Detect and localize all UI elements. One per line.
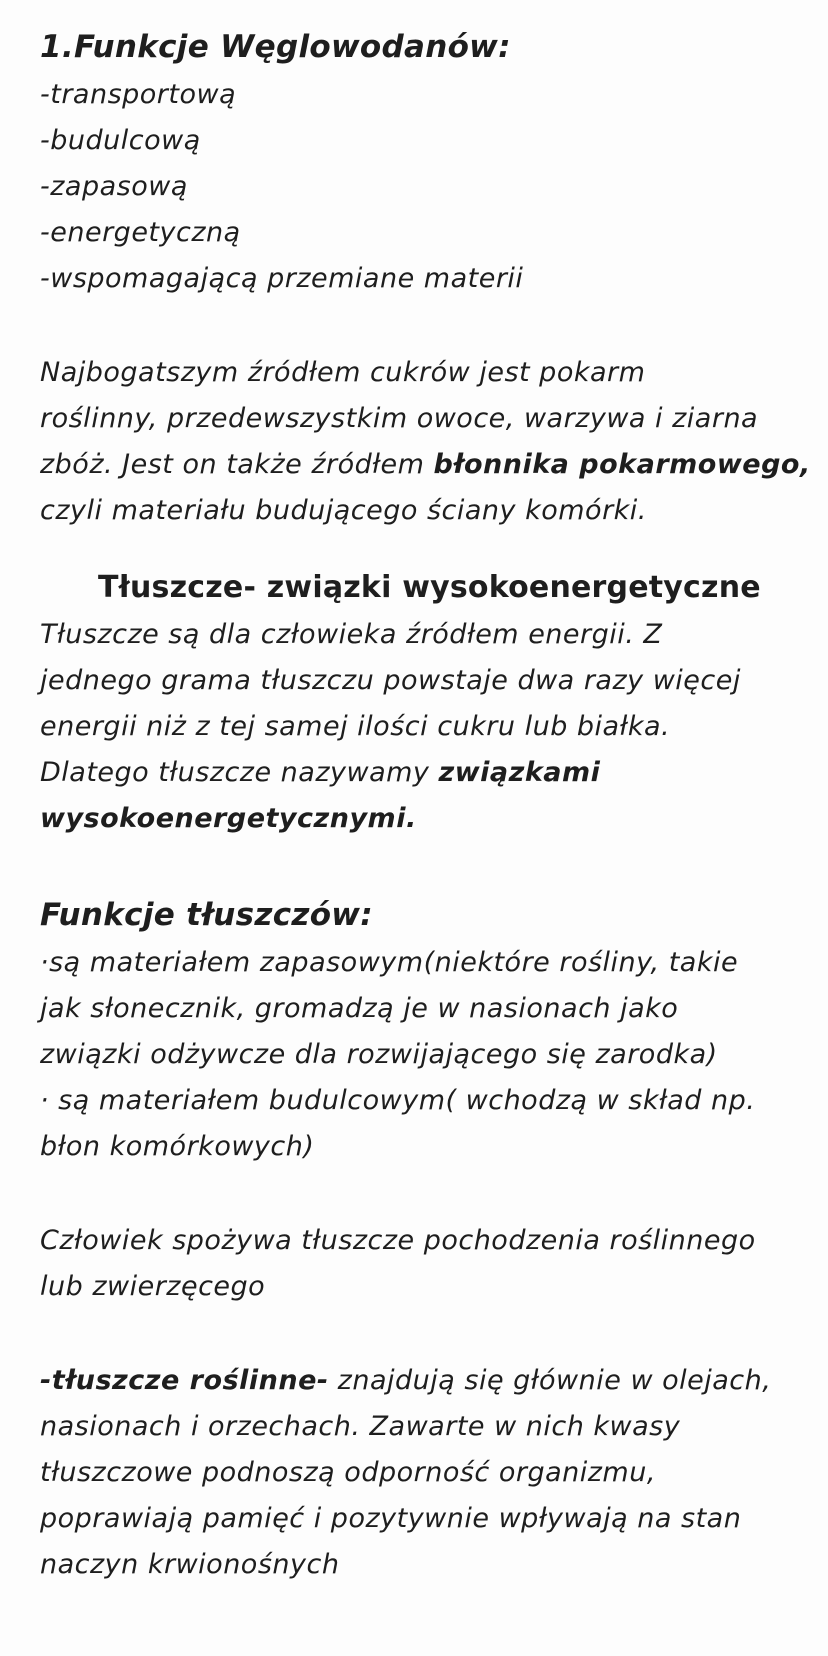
bold-term-fiber: błonnika pokarmowego, bbox=[433, 449, 811, 480]
paragraph-line bbox=[40, 1358, 794, 1404]
paragraph-line: Człowiek spożywa tłuszcze pochodzenia roślinnego bbox=[40, 1225, 756, 1256]
paragraph-line bbox=[40, 442, 811, 488]
fats-function-list bbox=[40, 940, 794, 1170]
bold-term-plant-fats: -tłuszcze roślinne- bbox=[40, 1365, 329, 1396]
paragraph-text: Dlatego tłuszcze nazywamy bbox=[40, 757, 439, 788]
paragraph-line bbox=[40, 796, 794, 842]
fats-origin-paragraph bbox=[40, 1218, 794, 1310]
fats-functions-heading: Funkcje tłuszczów: bbox=[40, 897, 373, 933]
paragraph-line bbox=[40, 750, 794, 796]
fats-heading: Tłuszcze- związki wysokoenergetyczne bbox=[98, 570, 761, 605]
fats-function-line: błon komórkowych) bbox=[40, 1131, 315, 1162]
paragraph-line: Tłuszcze są dla człowieka źródłem energii. Z bbox=[40, 619, 663, 650]
bold-term-high-energy: związkami bbox=[438, 757, 601, 788]
paragraph-line: naczyn krwionośnych bbox=[40, 1549, 340, 1580]
carbs-function-item: -zapasową bbox=[40, 171, 188, 202]
paragraph-line: lub zwierzęcego bbox=[40, 1271, 266, 1302]
fats-paragraph bbox=[40, 612, 794, 842]
paragraph-line: roślinny, przedewszystkim owoce, warzywa i ziarna bbox=[40, 403, 759, 434]
paragraph-line: energii niż z tej samej ilości cukru lub białka. bbox=[40, 711, 671, 742]
carbs-heading: 1.Funkcje Węglowodanów: bbox=[40, 29, 511, 65]
fats-function-line: ·są materiałem zapasowym(niektóre rośliny, takie bbox=[40, 947, 739, 978]
fats-function-line: · są materiałem budulcowym( wchodzą w skład np. bbox=[40, 1085, 756, 1116]
carbs-function-item: -wspomagającą przemiane materii bbox=[40, 263, 524, 294]
paragraph-line: czyli materiału budującego ściany komórki. bbox=[40, 495, 647, 526]
paragraph-text: zbóż. Jest on także źródłem bbox=[40, 449, 434, 480]
plant-fats-paragraph bbox=[40, 1358, 794, 1588]
paragraph-line: tłuszczowe podnoszą odporność organizmu, bbox=[40, 1457, 656, 1488]
carbs-function-item: -energetyczną bbox=[40, 217, 241, 248]
bold-term-high-energy-cont: wysokoenergetycznymi. bbox=[40, 803, 417, 834]
paragraph-text: znajdują się głównie w olejach, bbox=[328, 1365, 772, 1396]
paragraph-line: poprawiają pamięć i pozytywnie wpływają na stan bbox=[40, 1503, 742, 1534]
paragraph-line: jednego grama tłuszczu powstaje dwa razy więcej bbox=[40, 665, 741, 696]
carbs-function-item: -transportową bbox=[40, 79, 237, 110]
fats-function-line: związki odżywcze dla rozwijającego się zarodka) bbox=[40, 1039, 718, 1070]
carbs-paragraph bbox=[40, 350, 811, 534]
paragraph-line: Najbogatszym źródłem cukrów jest pokarm bbox=[40, 357, 646, 388]
carbs-function-item: -budulcową bbox=[40, 125, 201, 156]
fats-function-line: jak słonecznik, gromadzą je w nasionach jako bbox=[40, 993, 679, 1024]
paragraph-line: nasionach i orzechach. Zawarte w nich kwasy bbox=[40, 1411, 681, 1442]
carbs-function-list bbox=[40, 72, 794, 302]
